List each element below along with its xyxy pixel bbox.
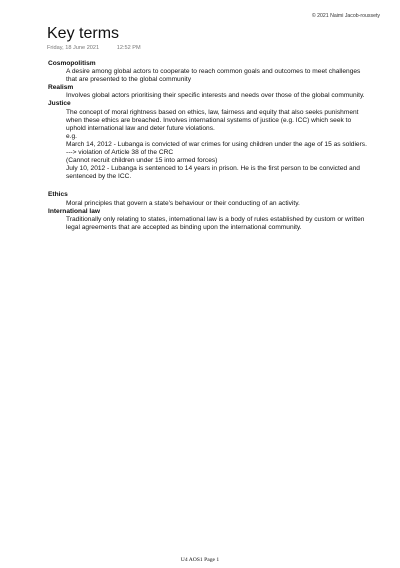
term-definition: Traditionally only relating to states, international law is a body of rules established by custom or written legal agreements that are accepted as binding upon the international community.	[66, 215, 365, 231]
spacer	[48, 181, 368, 191]
term-entry-ethics	[48, 191, 368, 207]
term-heading: Realism	[48, 84, 74, 92]
page-footer: U4 AOS1 Page 1	[180, 557, 220, 563]
example-label: e.g.	[66, 132, 77, 140]
term-entry-cosmopolitism	[48, 60, 368, 84]
copyright-notice: © 2021 Naimi Jacob-roussety	[311, 13, 380, 19]
example-line: March 14, 2012 - Lubanga is convicted of war crimes for using children under the age of 15 as soldiers.	[66, 140, 367, 148]
term-definition: A desire among global actors to cooperate to reach common goals and outcomes to meet challenges that are presented to the global community	[66, 68, 361, 84]
page-title: Key terms	[47, 25, 120, 42]
term-entry-justice	[48, 100, 368, 181]
example-line: (Cannot recruit children under 15 into armed forces)	[66, 157, 218, 165]
example-line: ---> violation of Article 38 of the CRC	[66, 149, 174, 157]
term-entry-international-law	[48, 208, 368, 232]
example-line: July 10, 2012 - Lubanga is sentenced to 14 years in prison. He is the first person to be convicted and sentenced by the ICC.	[66, 165, 360, 181]
page-time: 12:52 PM	[116, 45, 141, 51]
term-definition: Moral principles that govern a state's behaviour or their conducting of an activity.	[66, 199, 300, 207]
page-date: Friday, 18 June 2021	[47, 45, 100, 51]
term-heading: Cosmopolitism	[48, 60, 96, 67]
term-heading: International law	[48, 207, 101, 215]
term-heading: Justice	[48, 100, 71, 108]
terms-list	[48, 60, 368, 232]
term-entry-realism	[48, 84, 368, 100]
page-meta	[47, 45, 141, 51]
term-definition: The concept of moral rightness based on ethics, law, fairness and equity that also seeks punishment when these ethics are breached. Involves international systems of justice (e.g. ICC) which seek to uphold international law and deter future violations.	[66, 108, 359, 132]
term-heading: Ethics	[48, 191, 68, 199]
term-definition: Involves global actors prioritising their specific interests and needs over those of the global community.	[66, 92, 365, 100]
